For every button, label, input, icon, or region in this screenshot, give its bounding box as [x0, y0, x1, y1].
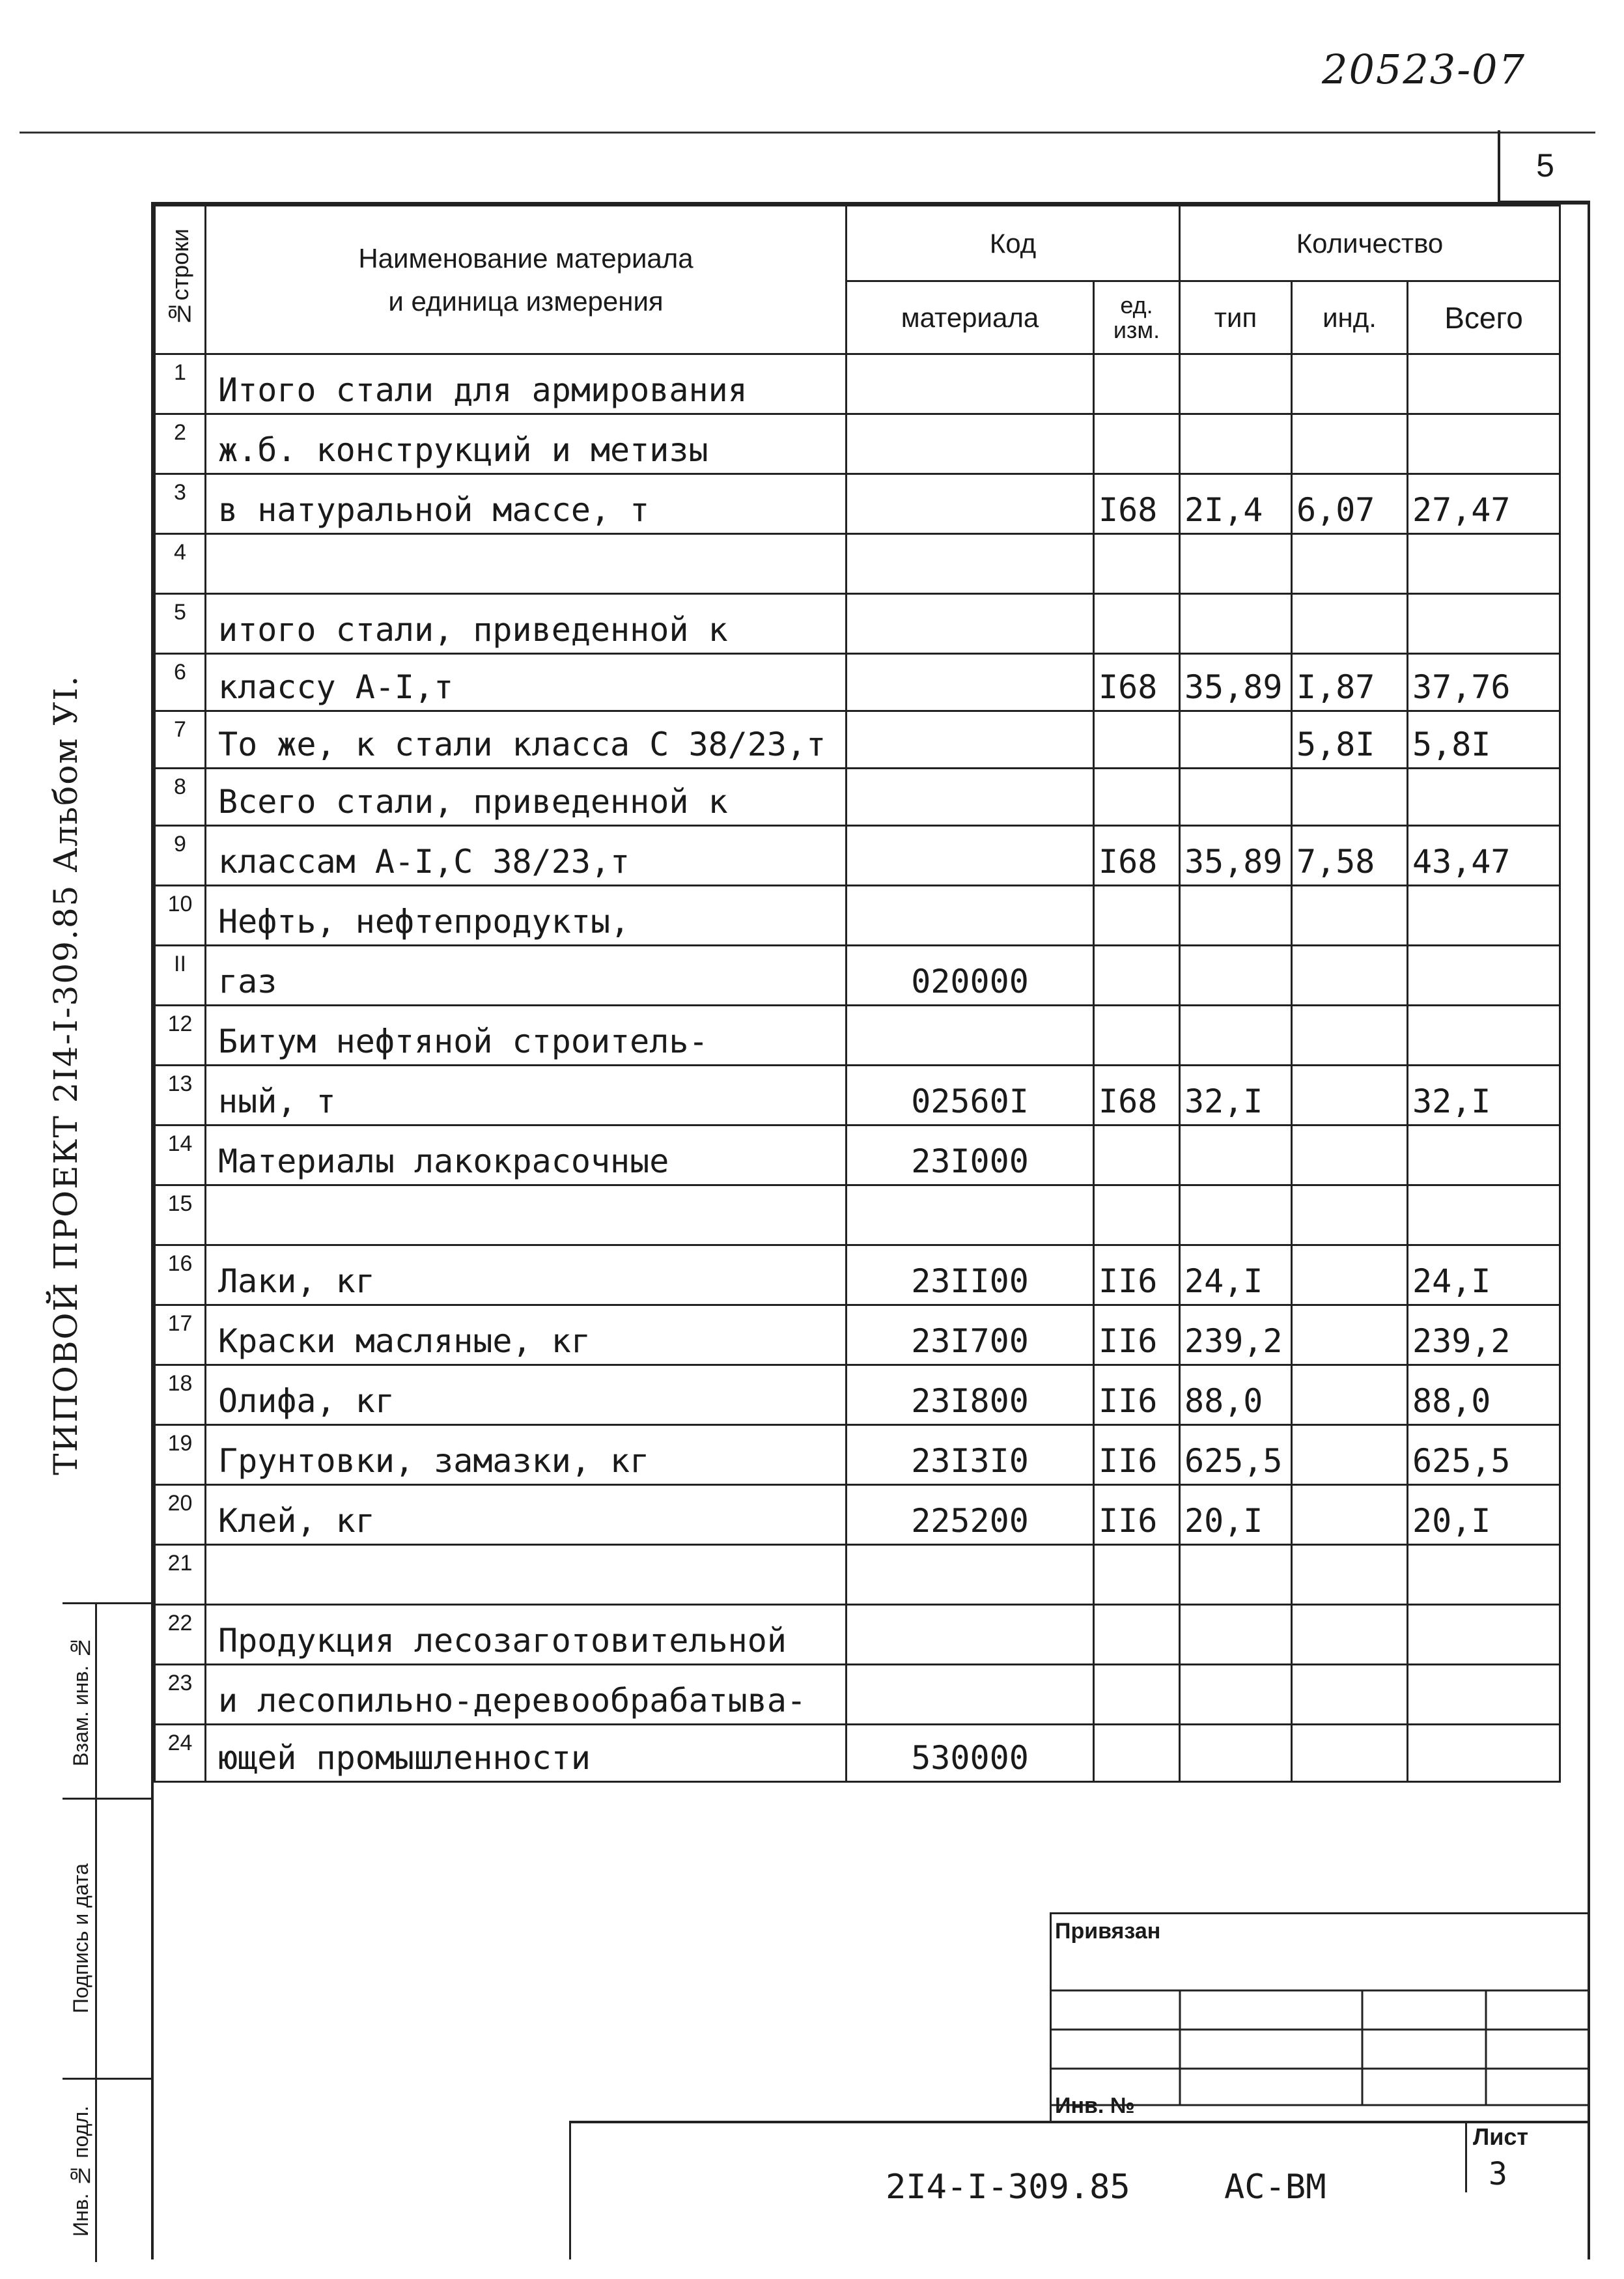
quantity-type-cell: 2I,4: [1180, 474, 1292, 534]
table-row: [155, 1185, 1560, 1245]
sheet-label: Лист: [1473, 2123, 1529, 2150]
side-label-podpis-text: Подпись и дата: [68, 1863, 92, 2014]
header-code-unit: [1094, 281, 1180, 354]
material-code-cell: [847, 886, 1094, 946]
quantity-ind-cell: [1292, 1605, 1408, 1665]
row-number-cell: 1: [155, 354, 206, 414]
quantity-ind-cell: [1292, 1725, 1408, 1782]
unit-code-cell: [1094, 711, 1180, 769]
row-number-cell: 4: [155, 534, 206, 594]
unit-code-cell: [1094, 354, 1180, 414]
quantity-ind-cell: [1292, 1125, 1408, 1185]
quantity-type-cell: 32,I: [1180, 1066, 1292, 1125]
document-code: 2I4-I-309.85: [886, 2168, 1130, 2207]
header-qty-total: Всего: [1408, 281, 1560, 354]
material-code-cell: [847, 1006, 1094, 1066]
page-number-box: [1498, 130, 1590, 203]
table-row: [155, 414, 1560, 474]
quantity-total-cell: [1408, 769, 1560, 826]
row-number-cell: 6: [155, 654, 206, 711]
quantity-type-cell: [1180, 594, 1292, 654]
quantity-ind-cell: [1292, 534, 1408, 594]
material-name-cell: Материалы лакокрасочные: [206, 1125, 847, 1185]
quantity-ind-cell: 7,58: [1292, 826, 1408, 886]
material-name-cell: ж.б. конструкций и метизы: [206, 414, 847, 474]
material-code-cell: [847, 1605, 1094, 1665]
unit-code-cell: [1094, 886, 1180, 946]
quantity-type-cell: 35,89: [1180, 654, 1292, 711]
material-code-cell: [847, 826, 1094, 886]
page-number: 5: [1536, 147, 1554, 184]
material-name-cell: газ: [206, 946, 847, 1006]
quantity-type-cell: [1180, 886, 1292, 946]
quantity-type-cell: 24,I: [1180, 1245, 1292, 1305]
album-title: [36, 586, 95, 1563]
row-number-cell: 17: [155, 1305, 206, 1365]
quantity-ind-cell: [1292, 1305, 1408, 1365]
quantity-type-cell: [1180, 354, 1292, 414]
quantity-ind-cell: I,87: [1292, 654, 1408, 711]
row-number-cell: 3: [155, 474, 206, 534]
sheet-number: 3: [1489, 2156, 1507, 2192]
header-qty-ind: инд.: [1292, 281, 1408, 354]
table-body: [155, 354, 1560, 1782]
material-name-cell: в натуральной массе, т: [206, 474, 847, 534]
top-rule: [20, 132, 1595, 134]
side-cell-vzam: [63, 1604, 154, 1800]
unit-code-cell: II6: [1094, 1425, 1180, 1485]
quantity-total-cell: 20,I: [1408, 1485, 1560, 1545]
row-number-cell: 19: [155, 1425, 206, 1485]
table-row: [155, 1365, 1560, 1425]
material-name-cell: То же, к стали класса С 38/23,т: [206, 711, 847, 769]
quantity-total-cell: [1408, 1725, 1560, 1782]
unit-code-cell: II6: [1094, 1485, 1180, 1545]
row-number-cell: 2: [155, 414, 206, 474]
quantity-total-cell: [1408, 534, 1560, 594]
side-cell-podpis: [63, 1800, 154, 2080]
quantity-type-cell: [1180, 1605, 1292, 1665]
quantity-total-cell: [1408, 1605, 1560, 1665]
quantity-type-cell: [1180, 1006, 1292, 1066]
side-stamp: [63, 1602, 154, 2262]
table-row: [155, 1425, 1560, 1485]
table-row: [155, 354, 1560, 414]
row-number-cell: 18: [155, 1365, 206, 1425]
materials-table: [154, 205, 1561, 1783]
material-code-cell: 02560I: [847, 1066, 1094, 1125]
material-name-cell: Лаки, кг: [206, 1245, 847, 1305]
header-quantity-group: Количество: [1180, 206, 1560, 281]
quantity-type-cell: [1180, 534, 1292, 594]
quantity-total-cell: 32,I: [1408, 1066, 1560, 1125]
row-number-cell: 23: [155, 1665, 206, 1725]
row-number-cell: 14: [155, 1125, 206, 1185]
material-name-cell: и лесопильно-деревообрабатыва-: [206, 1665, 847, 1725]
quantity-total-cell: 239,2: [1408, 1305, 1560, 1365]
material-name-cell: Нефть, нефтепродукты,: [206, 886, 847, 946]
unit-code-cell: [1094, 1545, 1180, 1605]
material-name-cell: итого стали, приведенной к: [206, 594, 847, 654]
row-number-cell: 24: [155, 1725, 206, 1782]
quantity-ind-cell: 5,8I: [1292, 711, 1408, 769]
quantity-total-cell: [1408, 414, 1560, 474]
quantity-total-cell: 27,47: [1408, 474, 1560, 534]
unit-code-cell: I68: [1094, 1066, 1180, 1125]
quantity-ind-cell: [1292, 1425, 1408, 1485]
header-name: [206, 206, 847, 354]
table-row: [155, 1485, 1560, 1545]
row-number-cell: 8: [155, 769, 206, 826]
material-name-cell: [206, 1185, 847, 1245]
quantity-total-cell: [1408, 1185, 1560, 1245]
header-code-group: Код: [847, 206, 1180, 281]
material-name-cell: [206, 1545, 847, 1605]
unit-code-cell: [1094, 769, 1180, 826]
quantity-type-cell: [1180, 946, 1292, 1006]
unit-code-cell: [1094, 1725, 1180, 1782]
header-row-number: [155, 206, 206, 354]
quantity-type-cell: [1180, 1185, 1292, 1245]
unit-code-cell: II6: [1094, 1305, 1180, 1365]
material-name-cell: Клей, кг: [206, 1485, 847, 1545]
unit-code-cell: [1094, 534, 1180, 594]
quantity-total-cell: 37,76: [1408, 654, 1560, 711]
header-name-line1: Наименование материала: [358, 242, 693, 274]
side-label-podpis: [66, 1800, 97, 2078]
material-code-cell: [847, 654, 1094, 711]
table-row: [155, 711, 1560, 769]
quantity-ind-cell: [1292, 1545, 1408, 1605]
row-number-cell: 21: [155, 1545, 206, 1605]
material-name-cell: Итого стали для армирования: [206, 354, 847, 414]
side-label-inv-podl-text: Инв. № подл.: [68, 2105, 92, 2237]
material-code-cell: [847, 1665, 1094, 1725]
material-name-cell: [206, 534, 847, 594]
material-code-cell: 225200: [847, 1485, 1094, 1545]
quantity-ind-cell: [1292, 1365, 1408, 1425]
side-cell-inv-podl: [63, 2080, 154, 2262]
quantity-type-cell: 88,0: [1180, 1365, 1292, 1425]
row-number-cell: 5: [155, 594, 206, 654]
unit-code-cell: I68: [1094, 474, 1180, 534]
material-code-cell: 020000: [847, 946, 1094, 1006]
quantity-ind-cell: [1292, 886, 1408, 946]
inventory-label: Инв. №: [1055, 2093, 1135, 2118]
row-number-cell: 22: [155, 1605, 206, 1665]
material-name-cell: Всего стали, приведенной к: [206, 769, 847, 826]
unit-code-cell: [1094, 1125, 1180, 1185]
binding-label: Привязан: [1055, 1919, 1161, 1944]
material-name-cell: ющей промышленности: [206, 1725, 847, 1782]
table-row: [155, 1245, 1560, 1305]
quantity-ind-cell: [1292, 1006, 1408, 1066]
table-row: [155, 1605, 1560, 1665]
quantity-type-cell: 239,2: [1180, 1305, 1292, 1365]
quantity-total-cell: 5,8I: [1408, 711, 1560, 769]
table-row: [155, 1545, 1560, 1605]
material-code-cell: [847, 594, 1094, 654]
table-row: [155, 1125, 1560, 1185]
quantity-type-cell: 625,5: [1180, 1425, 1292, 1485]
quantity-ind-cell: [1292, 769, 1408, 826]
material-name-cell: Олифа, кг: [206, 1365, 847, 1425]
quantity-total-cell: [1408, 886, 1560, 946]
unit-code-cell: [1094, 1185, 1180, 1245]
quantity-type-cell: 20,I: [1180, 1485, 1292, 1545]
side-label-inv-podl: [66, 2080, 97, 2262]
quantity-ind-cell: 6,07: [1292, 474, 1408, 534]
unit-code-cell: [1094, 1006, 1180, 1066]
quantity-ind-cell: [1292, 1485, 1408, 1545]
quantity-type-cell: [1180, 414, 1292, 474]
table-row: [155, 1305, 1560, 1365]
quantity-ind-cell: [1292, 1066, 1408, 1125]
table-row: [155, 534, 1560, 594]
quantity-type-cell: [1180, 1545, 1292, 1605]
quantity-total-cell: [1408, 594, 1560, 654]
row-number-cell: II: [155, 946, 206, 1006]
unit-code-cell: I68: [1094, 654, 1180, 711]
material-name-cell: Продукция лесозаготовительной: [206, 1605, 847, 1665]
quantity-total-cell: [1408, 1665, 1560, 1725]
row-number-cell: 13: [155, 1066, 206, 1125]
material-code-cell: [847, 414, 1094, 474]
quantity-type-cell: [1180, 769, 1292, 826]
side-label-vzam-text: Взам. инв. №: [68, 1635, 92, 1766]
unit-code-cell: [1094, 1665, 1180, 1725]
material-name-cell: классам А-I,С 38/23,т: [206, 826, 847, 886]
unit-code-cell: II6: [1094, 1245, 1180, 1305]
unit-code-cell: [1094, 1605, 1180, 1665]
document-mark: АС-ВМ: [1224, 2168, 1326, 2207]
table-row: [155, 474, 1560, 534]
material-name-cell: ный, т: [206, 1066, 847, 1125]
quantity-type-cell: [1180, 1725, 1292, 1782]
side-label-vzam: [66, 1604, 97, 1798]
row-number-cell: 7: [155, 711, 206, 769]
header-code-material: материала: [847, 281, 1094, 354]
material-code-cell: 23I800: [847, 1365, 1094, 1425]
header-row-number-text: №строки: [166, 229, 193, 328]
quantity-type-cell: 35,89: [1180, 826, 1292, 886]
table-row: [155, 1725, 1560, 1782]
unit-code-cell: [1094, 946, 1180, 1006]
frame-right: [1588, 203, 1590, 2259]
album-title-text: ТИПОВОЙ ПРОЕКТ 2I4-I-309.85 Альбом УI.: [47, 674, 85, 1475]
table-row: [155, 1665, 1560, 1725]
quantity-type-cell: [1180, 711, 1292, 769]
material-name-cell: Битум нефтяной строитель-: [206, 1006, 847, 1066]
quantity-ind-cell: [1292, 594, 1408, 654]
material-code-cell: [847, 1185, 1094, 1245]
quantity-ind-cell: [1292, 354, 1408, 414]
material-code-cell: 23I3I0: [847, 1425, 1094, 1485]
header-name-line2: и единица измерения: [388, 285, 664, 317]
header-code-unit-line1: ед.: [1120, 291, 1153, 318]
row-number-cell: 9: [155, 826, 206, 886]
row-number-cell: 20: [155, 1485, 206, 1545]
table-row: [155, 1066, 1560, 1125]
quantity-total-cell: 24,I: [1408, 1245, 1560, 1305]
quantity-total-cell: [1408, 1125, 1560, 1185]
material-code-cell: 23II00: [847, 1245, 1094, 1305]
material-name-cell: Грунтовки, замазки, кг: [206, 1425, 847, 1485]
material-name-cell: классу А-I,т: [206, 654, 847, 711]
quantity-total-cell: [1408, 946, 1560, 1006]
quantity-ind-cell: [1292, 1245, 1408, 1305]
material-code-cell: 530000: [847, 1725, 1094, 1782]
material-name-cell: Краски масляные, кг: [206, 1305, 847, 1365]
unit-code-cell: II6: [1094, 1365, 1180, 1425]
row-number-cell: 12: [155, 1006, 206, 1066]
quantity-total-cell: 43,47: [1408, 826, 1560, 886]
quantity-ind-cell: [1292, 1665, 1408, 1725]
quantity-total-cell: 625,5: [1408, 1425, 1560, 1485]
quantity-total-cell: [1408, 1545, 1560, 1605]
quantity-total-cell: 88,0: [1408, 1365, 1560, 1425]
material-code-cell: [847, 1545, 1094, 1605]
quantity-ind-cell: [1292, 1185, 1408, 1245]
quantity-type-cell: [1180, 1665, 1292, 1725]
table-row: [155, 1006, 1560, 1066]
row-number-cell: 16: [155, 1245, 206, 1305]
header-code-unit-line2: изм.: [1113, 316, 1160, 343]
material-code-cell: [847, 354, 1094, 414]
table-row: [155, 654, 1560, 711]
material-code-cell: [847, 474, 1094, 534]
quantity-total-cell: [1408, 1006, 1560, 1066]
table-row: [155, 769, 1560, 826]
quantity-ind-cell: [1292, 946, 1408, 1006]
material-code-cell: 23I000: [847, 1125, 1094, 1185]
quantity-total-cell: [1408, 354, 1560, 414]
material-code-cell: [847, 711, 1094, 769]
header-qty-type: тип: [1180, 281, 1292, 354]
table-row: [155, 594, 1560, 654]
quantity-type-cell: [1180, 1125, 1292, 1185]
unit-code-cell: [1094, 414, 1180, 474]
unit-code-cell: I68: [1094, 826, 1180, 886]
quantity-ind-cell: [1292, 414, 1408, 474]
material-code-cell: 23I700: [847, 1305, 1094, 1365]
unit-code-cell: [1094, 594, 1180, 654]
material-code-cell: [847, 769, 1094, 826]
row-number-cell: 15: [155, 1185, 206, 1245]
handwritten-number: 20523-07: [1322, 46, 1526, 93]
table-row: [155, 886, 1560, 946]
table-row: [155, 826, 1560, 886]
material-code-cell: [847, 534, 1094, 594]
table-row: [155, 946, 1560, 1006]
row-number-cell: 10: [155, 886, 206, 946]
